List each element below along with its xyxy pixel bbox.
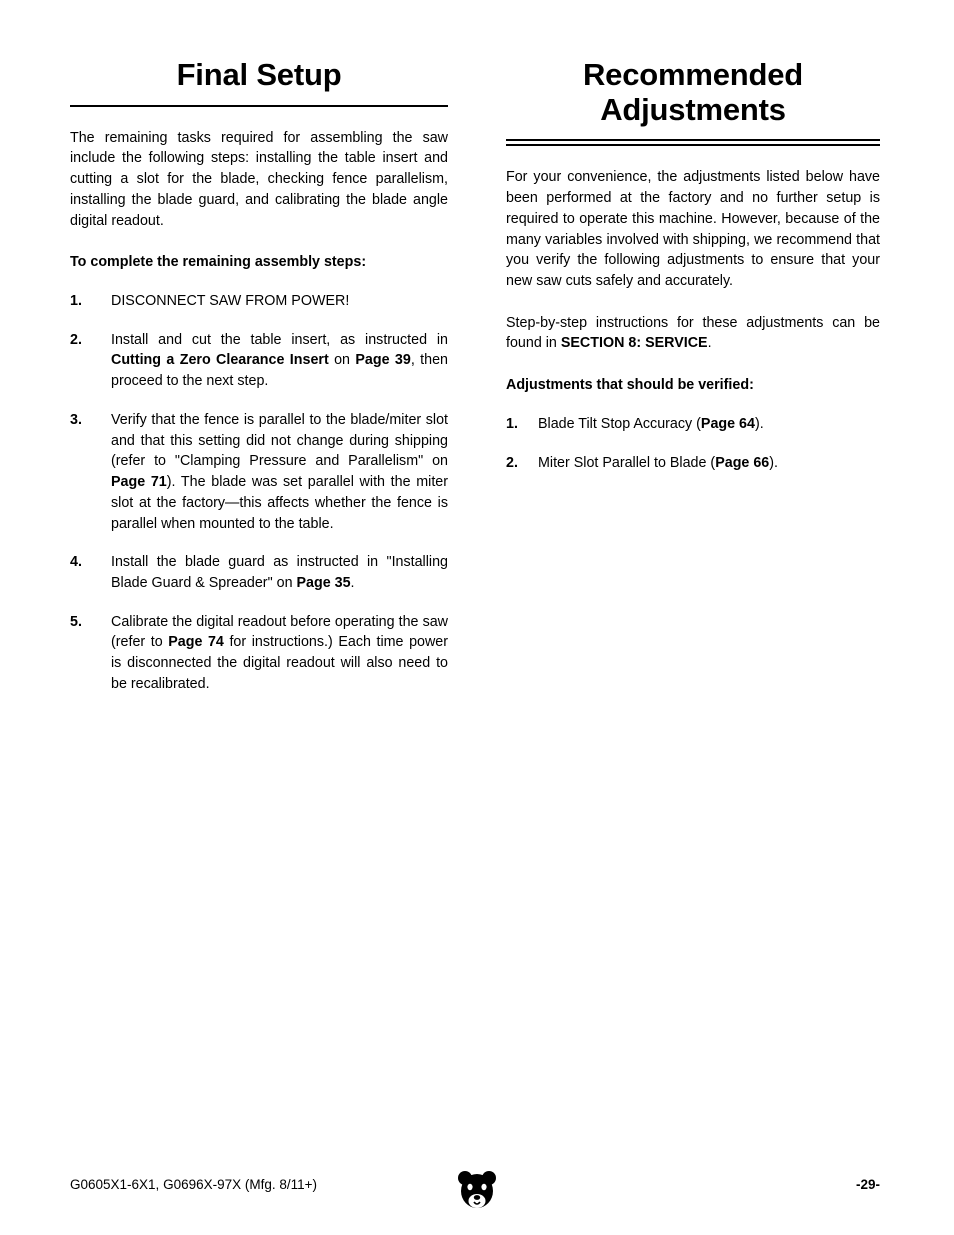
step-text: Miter Slot Parallel to Blade (Page 66).	[538, 454, 778, 471]
list-item	[70, 291, 448, 312]
left-title-rule	[70, 105, 448, 107]
right-second-paragraph: Step-by-step instructions for these adjustments can be found in SECTION 8: SERVICE.	[506, 314, 880, 352]
step-number: 2.	[506, 454, 518, 471]
step-number: 2.	[70, 331, 82, 348]
left-steps-list	[70, 291, 448, 695]
step-number: 3.	[70, 411, 82, 428]
list-item	[70, 410, 448, 534]
step-text: DISCONNECT SAW FROM POWER!	[111, 293, 350, 310]
right-section-title	[506, 58, 880, 127]
page-footer	[0, 1157, 954, 1235]
step-text: Verify that the fence is parallel to the blade/miter slot and that this setting did not change during shipping (refer to "Clamping Pressure and Parallelism" on Page 71). The blade was set parallel with the miter slot at the factory—this affects whether the fence is parallel when mounted to the table.	[111, 411, 449, 532]
right-column	[477, 58, 954, 695]
right-title-rule	[506, 139, 880, 146]
left-section-title: Final Setup	[176, 57, 342, 92]
step-text: Install and cut the table insert, as instructed in Cutting a Zero Clearance Insert on Page 39, then proceed to the next step.	[111, 331, 448, 390]
step-text: Install the blade guard as instructed in "Installing Blade Guard & Spreader" on Page 35.	[111, 554, 448, 591]
grizzly-bear-logo-icon	[454, 1167, 500, 1211]
list-item	[70, 330, 448, 392]
step-text: Calibrate the digital readout before operating the saw (refer to Page 74 for instructions.) Each time power is disconnected the digital readout will also need to be recalibrated.	[111, 613, 449, 692]
right-steps-list	[506, 414, 880, 473]
step-number: 1.	[506, 415, 518, 432]
left-column	[0, 58, 477, 695]
right-intro-paragraph: For your convenience, the adjustments listed below have been performed at the factory and no further setup is required to operate this machine. However, because of the many variables involved with shipping, we recommend that you verify the following adjustments to ensure that your new saw cuts safely and accurately.	[506, 169, 880, 290]
right-subheading: Adjustments that should be verified:	[506, 377, 754, 394]
right-section-title-line1: Recommended	[582, 57, 804, 92]
step-number: 4.	[70, 554, 82, 571]
step-number: 1.	[70, 293, 82, 310]
list-item	[70, 612, 448, 695]
list-item	[506, 453, 880, 474]
step-text: Blade Tilt Stop Accuracy (Page 64).	[538, 415, 764, 432]
list-item	[70, 552, 448, 593]
list-item	[506, 414, 880, 435]
footer-model-text: G0605X1-6X1, G0696X-97X (Mfg. 8/11+)	[70, 1177, 318, 1192]
left-intro-paragraph: The remaining tasks required for assembling the saw include the following steps: installing the table insert and cutting a slot for the blade, checking fence parallelism, installing the blade guard, and calibrating the blade angle digital readout.	[70, 129, 448, 229]
two-column-layout	[0, 58, 954, 695]
right-section-title-line2: Adjustments	[600, 91, 786, 127]
left-subheading: To complete the remaining assembly steps:	[70, 254, 367, 271]
step-number: 5.	[70, 613, 82, 630]
footer-page-number: -29-	[855, 1177, 880, 1192]
